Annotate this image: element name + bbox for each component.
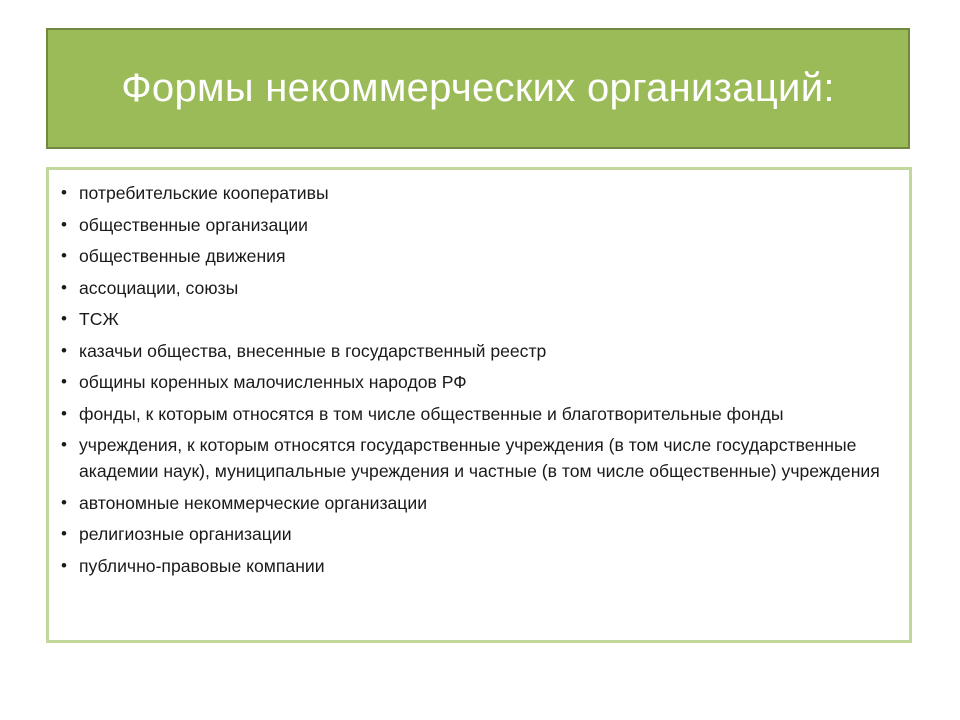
list-item	[57, 553, 897, 579]
list-item-text: автономные некоммерческие организации	[79, 492, 428, 513]
list-item-text: общественные организации	[79, 214, 308, 235]
slide-title: Формы некоммерческих организаций:	[121, 66, 835, 110]
list-item-text: общественные движения	[79, 246, 286, 266]
list-item	[57, 490, 897, 516]
list-item-text: публично-правовые компании	[79, 555, 325, 576]
bullet-icon: •	[61, 183, 67, 202]
list-item-text: ассоциации, союзы	[79, 277, 239, 298]
bullet-icon: •	[61, 555, 67, 575]
list-item-text: общины коренных малочисленных народов РФ	[79, 372, 467, 392]
list-item-text: ТСЖ	[79, 309, 119, 329]
list-item-text: казачьи общества, внесенные в государственный реестр	[79, 340, 547, 361]
list-item	[57, 521, 897, 547]
list-item	[57, 243, 897, 269]
list-item	[57, 338, 897, 364]
list-item	[57, 306, 897, 332]
bullet-icon: •	[61, 246, 67, 265]
bullet-icon: •	[61, 277, 67, 297]
list-item-text: учреждения, к которым относятся государственные учреждения (в том числе государственные академии наук), муниципальные учреждения и частные (в том числе общественные) учреждения	[79, 435, 880, 481]
bullet-list	[57, 180, 897, 579]
list-item	[57, 180, 897, 206]
list-item-text: потребительские кооперативы	[79, 183, 329, 203]
list-item	[57, 369, 897, 395]
bullet-icon: •	[61, 435, 67, 454]
title-banner	[46, 28, 910, 149]
bullet-icon: •	[61, 524, 67, 543]
content-panel	[46, 167, 912, 643]
list-item	[57, 432, 897, 484]
list-item-text: фонды, к которым относятся в том числе общественные и благотворительные фонды	[79, 403, 784, 424]
bullet-icon: •	[61, 372, 67, 391]
list-item-text: религиозные организации	[79, 524, 292, 544]
bullet-icon: •	[61, 492, 67, 512]
list-item	[57, 212, 897, 238]
bullet-icon: •	[61, 309, 67, 328]
list-item	[57, 275, 897, 301]
list-item	[57, 401, 897, 427]
bullet-icon: •	[61, 403, 67, 423]
bullet-icon: •	[61, 214, 67, 234]
bullet-icon: •	[61, 340, 67, 360]
